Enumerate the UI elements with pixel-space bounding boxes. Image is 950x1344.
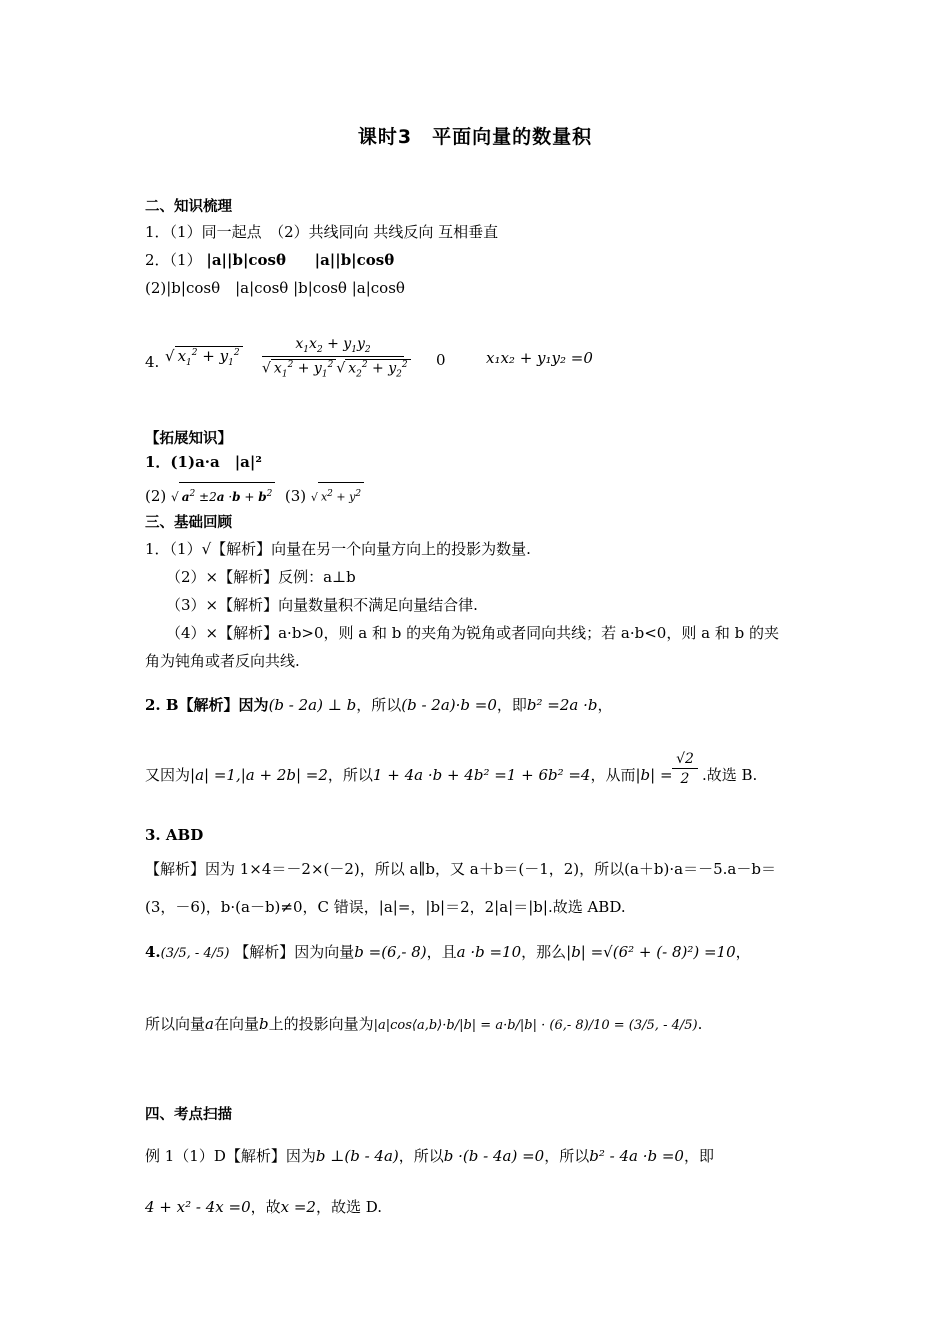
review-q2-line2-prefix: 又因为	[145, 766, 191, 784]
review-q2-end: ，	[597, 696, 613, 714]
knowledge-line-2-b: |a||b|cosθ	[314, 251, 395, 269]
review-q4-end: ，	[735, 943, 751, 961]
review-q2-fraction	[672, 751, 698, 787]
review-q4-line2-b: b	[258, 1015, 269, 1033]
review-q2-text-1: ，所以	[356, 696, 402, 714]
scan-example-math-2: b ·(b - 4a) =0	[443, 1147, 545, 1165]
scan-example-math-3: b² - 4a ·b =0	[589, 1147, 684, 1165]
review-q4-prefix: 4.	[145, 943, 161, 961]
scan-example-line2-math-2: x =2	[280, 1198, 316, 1216]
knowledge-line-2-prefix: 2．（1）	[145, 251, 202, 269]
extension-line-2	[145, 482, 364, 509]
knowledge-line-1: 1．（1）同一起点 （2）共线同向 共线反向 互相垂直	[145, 223, 499, 241]
review-q4-text-3: ，那么	[521, 943, 567, 961]
scan-example-line-1	[145, 1145, 714, 1167]
review-q1-line-3: （3）×【解析】向量数量积不满足向量结合律.	[166, 596, 478, 614]
knowledge-line-4-zero: 0	[436, 351, 446, 369]
review-q2-line-2	[145, 764, 673, 786]
review-q4-line2-math: |a|cos⟨a,b⟩·b/|b| = a·b/|b| · (6,- 8)/10 = (3/5, - 4/5)	[373, 1018, 698, 1033]
review-q2-line2-text-2: ，从而	[590, 766, 636, 784]
section-heading-extension: 【拓展知识】	[145, 431, 232, 447]
knowledge-line-2-a: |a||b|cosθ	[206, 251, 286, 269]
review-q2-fraction-den: 2	[680, 771, 690, 787]
review-q4-text-2: ，且	[426, 943, 457, 961]
review-q4-math-1: b =(6,- 8)	[354, 943, 427, 961]
review-q1-line-2: （2）×【解析】反例：a⊥b	[166, 568, 356, 586]
review-q4-line-1	[145, 941, 751, 965]
knowledge-line-3: (2)|b|cosθ |a|cosθ |b|cosθ |a|cosθ	[145, 279, 405, 297]
review-q4-text-1: 【解析】因为向量	[234, 943, 355, 961]
review-q2-fraction-num: √2	[672, 751, 698, 769]
review-q2-line2-math-2: 1 + 4a ·b + 4b² =1 + 6b² =4	[372, 766, 591, 784]
perpendicular-condition: x₁x₂ + y₁y₂ =0	[486, 349, 593, 367]
scan-example-math-1: b ⊥(b - 4a)	[315, 1147, 399, 1165]
knowledge-line-4-num: 4.	[145, 353, 160, 371]
scan-example-line2-math-1: 4 + x² - 4x =0	[145, 1198, 251, 1216]
scan-example-end: ，即	[683, 1147, 714, 1165]
review-q1-line-1: 1．（1）√【解析】向量在另一个向量方向上的投影为数量.	[145, 540, 531, 558]
review-q3-line-2: 【解析】因为 1×4＝－2×(－2)，所以 a∥b，又 a＋b＝(－1，2)，所以(a＋b)·a＝－5.a－b＝	[145, 860, 776, 878]
review-q1-line-5: 角为钝角或者反向共线.	[145, 652, 300, 670]
extension-line-1	[145, 451, 262, 473]
magnitude-formula: √ $x_1^2 + y_1^2$	[165, 346, 243, 368]
review-q4-line2-a: a	[205, 1015, 214, 1033]
scan-example-text-1: ，所以	[398, 1147, 444, 1165]
review-q4-line-2	[145, 1013, 702, 1037]
review-q4-line2-text: 上的投影向量为	[268, 1015, 374, 1033]
section-heading-scan: 四、考点扫描	[145, 1107, 232, 1123]
extension-formula-2: √ $x^2 + y^2$	[311, 491, 364, 504]
extension-line-2-label-3: (3)	[284, 487, 307, 505]
extension-line-1-text: 1．(1)a·a |a|²	[145, 453, 262, 471]
scan-example-line-2	[145, 1196, 382, 1218]
review-q1-line-4: （4）×【解析】a·b>0，则 a 和 b 的夹角为锐角或者同向共线；若 a·b<0，则 a 和 b 的夹	[166, 624, 779, 642]
cosine-formula: $\frac{x_1x_2 + y_1y_2}{√ x_1^2 + y_1^2 √ x_2^2 + y_2^2}$	[262, 336, 404, 379]
section-heading-review: 三、基础回顾	[145, 515, 232, 531]
review-q2-line2-text: ，所以	[327, 766, 373, 784]
review-q4-math-2: a ·b =10	[456, 943, 522, 961]
review-q2-text-2: ，即	[496, 696, 527, 714]
review-q2-end-text: .故选 B.	[702, 766, 758, 784]
review-q4-vector: (3/5, - 4/5)	[160, 946, 230, 961]
scan-example-prefix: 例 1（1）D【解析】因为	[145, 1147, 316, 1165]
review-q3-line-3: (3，－6)，b·(a－b)≠0，C 错误，|a|=，|b|＝2，2|a|＝|b|.故选 ABD.	[145, 898, 626, 916]
section-heading-knowledge: 二、知识梳理	[145, 199, 232, 215]
review-q2-math-1: (b - 2a) ⊥ b	[268, 696, 357, 714]
review-q4-line2-mid: 在向量	[213, 1015, 259, 1033]
knowledge-line-2	[145, 249, 394, 271]
review-q2-line2-math-3: |b| =	[635, 766, 673, 784]
review-q2-prefix: 2. B【解析】因为	[145, 696, 269, 714]
review-q4-line2-end: .	[697, 1015, 703, 1033]
review-q2-line2-math-1: |a| =1,|a + 2b| =2	[190, 766, 328, 784]
extension-formula-1: √ $a^2 \pm 2a \cdot b + b^2$	[171, 490, 275, 504]
page-title: 课时3 平面向量的数量积	[357, 126, 593, 148]
extension-line-2-label: (2)	[145, 487, 167, 505]
review-q2-line-1	[145, 694, 613, 716]
review-q3-line-1	[145, 824, 203, 846]
scan-example-text-2: ，所以	[544, 1147, 590, 1165]
review-q2-math-3: b² =2a ·b	[526, 696, 598, 714]
review-q3-answer: 3. ABD	[145, 826, 204, 844]
scan-example-line2-end: ，故选 D.	[315, 1198, 382, 1216]
review-q4-line2-prefix: 所以向量	[145, 1015, 206, 1033]
review-q4-math-3: |b| =√(6² + (- 8)²) =10	[566, 943, 736, 961]
review-q2-math-2: (b - 2a)·b =0	[401, 696, 497, 714]
scan-example-line2-text: ，故	[250, 1198, 281, 1216]
